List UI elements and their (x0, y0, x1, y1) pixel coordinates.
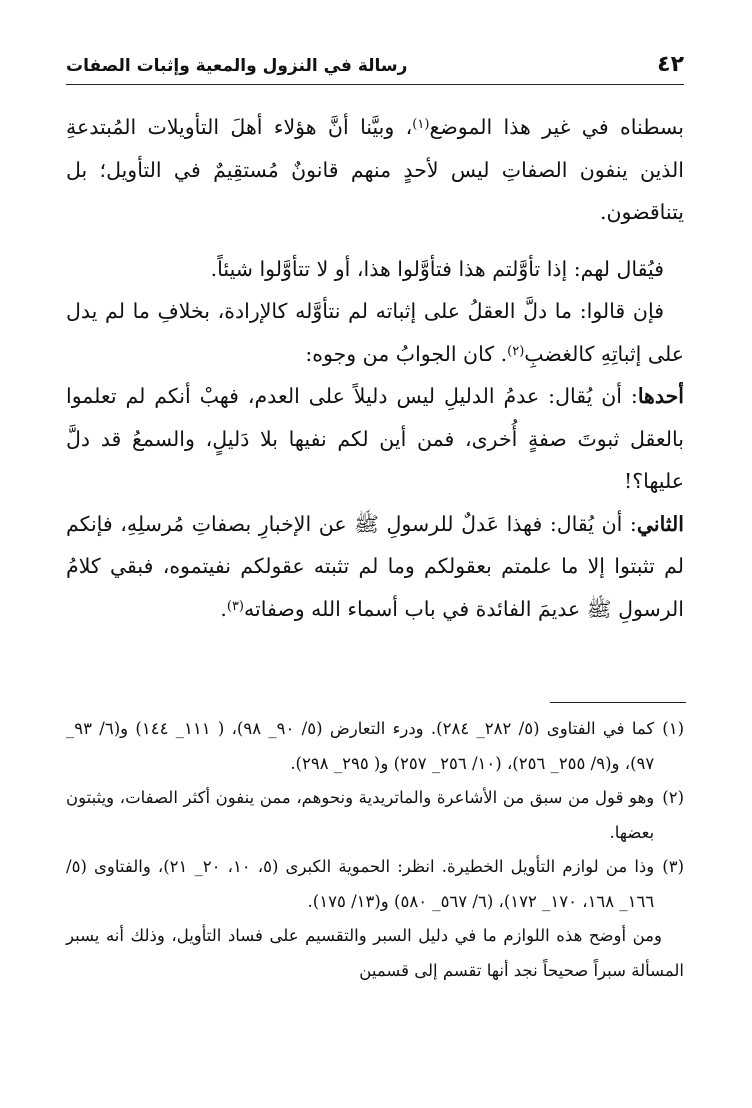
paragraph-4-text: : أن يُقال: عدمُ الدليلِ ليس دليلاً على العدم، فهبْ أنكم لم تعلموا بالعقل ثبوتَ صفةٍ أُخرى، فمن أين لكم نفيها بلا دَليلٍ، والسمعُ قد دلَّ عليها؟! (66, 384, 684, 493)
main-text (66, 106, 684, 630)
paragraph-4 (66, 375, 684, 503)
paragraph-5 (66, 503, 684, 631)
paragraph-5-part-a: : أن يُقال: فهذا عَدلٌ للرسولِ ﷺ عن الإخبارِ بصفاتِ مُرسلِهِ، فإنكم لم تثبتوا إلا ما علمتم بعقولكم وما لم تثبته عقولكم نفيتموه، فبقي كلامُ الرسولِ ﷺ عديمَ الفائدة في باب أسماء الله وصفاته (66, 511, 684, 621)
paragraph-1-part-a: بسطناه في غير هذا الموضع (429, 115, 685, 139)
footnote-1 (66, 712, 684, 781)
footnote-3-text: وذا من لوازم التأويل الخطيرة. انظر: الحموية الكبرى (٥، ١٠، ٢٠_ ٢١)، والفتاوى (٥/ ١٦٦_ ١٦٨، ١٧٠_ ١٧٢)، (٦/ ٥٦٧_ ٥٨٠) و(١٣/ ١٧٥). (66, 857, 655, 911)
paragraph-5-lead: الثاني (636, 511, 684, 536)
footnote-1-text: كما في الفتاوى (٥/ ٢٨٢_ ٢٨٤). ودرء التعارض (٥/ ٩٠_ ٩٨)، ( ١١١_ ١٤٤) و(٦/ ٩٣_ ٩٧)، و(٩/ ٢٥٥_ ٢٥٦)، (١٠/ ٢٥٦_ ٢٥٧) و( ٢٩٥_ ٢٩٨). (66, 719, 655, 773)
page-number: ٤٢ (657, 52, 684, 77)
footnote-2-text: وهو قول من سبق من الأشاعرة والماتريدية ونحوهم، ممن ينفون أكثر الصفات، ويثبتون بعضها. (66, 788, 655, 842)
footnote-2-number: (٢) (662, 788, 684, 807)
running-title: رسالة في النزول والمعية وإثبات الصفات (66, 56, 408, 76)
paragraph-3-part-b: . كان الجوابُ من وجوه: (305, 341, 508, 366)
page-header (66, 44, 684, 85)
paragraph-2: فيُقال لهم: إذا تأوَّلتم هذا فتأوَّلوا هذا، أو لا تتأوَّلوا شيئاً. (210, 256, 664, 281)
footnotes (66, 712, 684, 988)
footnote-2 (66, 781, 684, 850)
footnote-3 (66, 850, 684, 919)
footnote-1-number: (١) (662, 719, 684, 738)
paragraph-1 (66, 106, 684, 234)
paragraph-1-part-b: ، وبيَّنا أنَّ هؤلاء أهلَ التأويلات المُبتدعةِ الذين ينفون الصفاتِ ليس لأحدٍ منهم قانونٌ مُستقِيمٌ في التأويل؛ بل يتناقضون. (66, 115, 684, 224)
footnote-3-number: (٣) (662, 857, 684, 876)
footnote-ref-3: (٣) (226, 598, 244, 614)
paragraph-4-lead: أحدها (637, 384, 684, 408)
footnote-separator (550, 702, 686, 703)
footnote-ref-2: (٢) (507, 343, 525, 359)
footnote-ref-1: (١) (412, 117, 430, 132)
paragraph-3 (66, 290, 684, 375)
footnote-3-continuation: ومن أوضح هذه اللوازم ما في دليل السبر والتقسيم على فساد التأويل، وذلك أنه يسبر المسألة سبراً صحيحاً نجد أنها تقسم إلى قسمين (66, 926, 684, 980)
paragraph-5-part-b: . (220, 596, 227, 621)
paragraph-3-part-a: فإن قالوا: ما دلَّ العقلُ على إثباته لم نتأوَّله كالإرادة، بخلافِ ما لم يدل على إثباتِهِ كالغضبِ (66, 299, 684, 366)
